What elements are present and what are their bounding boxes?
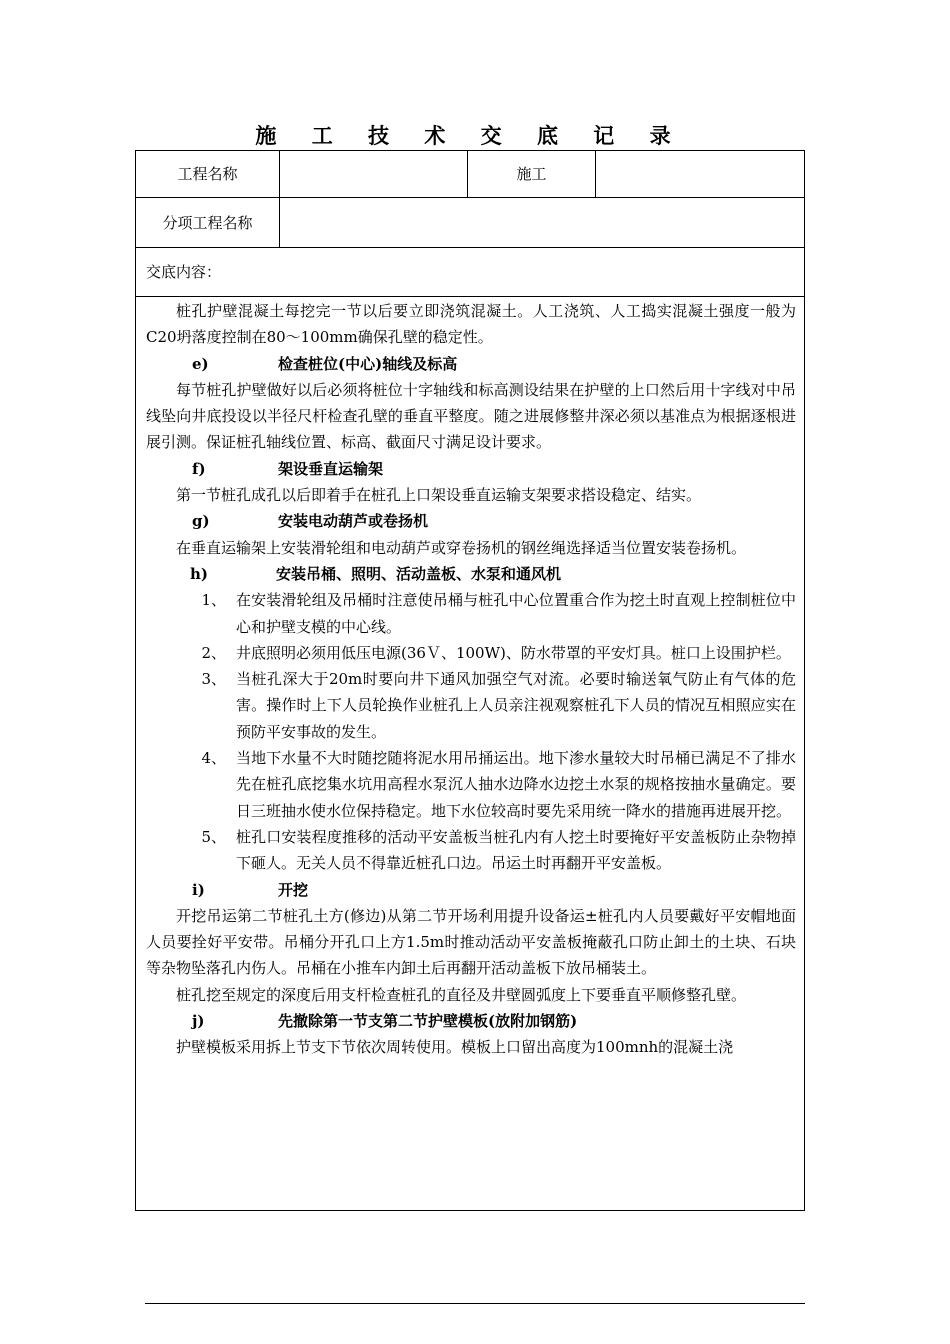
section-heading-j	[146, 1008, 796, 1034]
section-title: 开挖	[278, 880, 309, 899]
list-text: 当桩孔深大于20m时要向井下通风加强空气对流。必要时输送氧气防止有气体的危害。操作时上下人员轮换作业桩孔上人员亲注视观察桩孔下人员的情况互相照应实在预防平安事故的发生。	[236, 670, 796, 741]
list-item	[146, 587, 796, 640]
section-title: 安装吊桶、照明、活动盖板、水泵和通风机	[276, 564, 562, 583]
section-heading-h	[146, 561, 796, 587]
row-divider	[136, 296, 804, 297]
column-divider	[595, 151, 596, 197]
section-heading-e	[146, 351, 796, 377]
disclosure-content-label: 交底内容：	[146, 263, 222, 281]
paragraph: 每节桩孔护壁做好以后必须将桩位十字轴线和标高测设结果在护壁的上口然后用十字线对中吊线坠向井底投设以半径尺杆检查孔壁的垂直平整度。随之进展修整井深必须以基准点为根据逐根进展引测。保证桩孔轴线位置、标高、截面尺寸满足设计要求。	[146, 380, 796, 452]
section-title: 架设垂直运输架	[278, 459, 384, 478]
list-number: 3、	[201, 670, 226, 689]
section-title: 先撤除第一节支第二节护壁模板(放附加钢筋)	[278, 1012, 578, 1031]
row-divider	[136, 197, 804, 198]
list-item	[146, 666, 796, 745]
row-divider	[136, 247, 804, 248]
paragraph: 在垂直运输架上安装滑轮组和电动葫芦或穿卷扬机的钢丝绳选择适当位置安装卷扬机。	[176, 538, 747, 557]
list-number: 5、	[201, 827, 226, 846]
construction-label: 施工	[516, 165, 547, 183]
disclosure-content	[146, 298, 796, 1061]
section-letter: g)	[192, 512, 210, 531]
list-text: 在安装滑轮组及吊桶时注意使吊桶与桩孔中心位置重合作为挖土时直观上控制桩位中心和护壁支模的中心线。	[236, 591, 796, 636]
footer-rule	[145, 1303, 805, 1304]
column-divider	[279, 151, 280, 247]
sub-project-label: 分项工程名称	[162, 214, 253, 232]
disclosure-record-table	[135, 150, 805, 1211]
section-heading-g	[146, 508, 796, 534]
section-heading-i	[146, 877, 796, 903]
paragraph: 护壁模板采用拆上节支下节依次周转使用。模板上口留出高度为100mnh的混凝土浇	[176, 1038, 734, 1057]
section-letter: h)	[190, 564, 209, 583]
paragraph: 开挖吊运第二节桩孔土方(修边)从第二节开场利用提升设备运±桩孔内人员要戴好平安帽地面人员要拴好平安带。吊桶分开孔口上方1.5m时推动活动平安盖板掩蔽孔口防止卸土的土块、石块等杂物坠落孔内伤人。吊桶在小推车内卸土后再翻开活动盖板下放吊桶装土。	[146, 906, 796, 978]
section-letter: e)	[192, 354, 209, 373]
section-title: 检查桩位(中心)轴线及标高	[278, 354, 458, 373]
section-letter: i)	[192, 880, 205, 899]
paragraph: 第一节桩孔成孔以后即着手在桩孔上口架设垂直运输支架要求搭设稳定、结实。	[176, 486, 702, 505]
project-name-label: 工程名称	[177, 165, 238, 183]
paragraph: 桩孔挖至规定的深度后用支杆检查桩孔的直径及井壁圆弧度上下要垂直平顺修整孔壁。	[176, 985, 747, 1004]
section-heading-f	[146, 456, 796, 482]
list-item	[146, 824, 796, 877]
list-text: 当地下水量不大时随挖随将泥水用吊捅运出。地下渗水量较大时吊桶已满足不了排水先在桩孔底挖集水坑用高程水泵沉人抽水边降水边挖土水泵的规格按抽水量确定。要日三班抽水使水位保持稳定。地下水位较高时要先采用统一降水的措施再进展开挖。	[236, 749, 796, 820]
list-number: 4、	[201, 749, 226, 768]
list-text: 井底照明必须用低压电源(36Ｖ、100W)、防水带罩的平安灯具。桩口上设围护栏。	[236, 643, 791, 662]
paragraph: 桩孔护壁混凝土每挖完一节以后要立即浇筑混凝土。人工浇筑、人工捣实混凝土强度一般为C20坍落度控制在80～100mm确保孔壁的稳定性。	[146, 302, 796, 347]
list-number: 1、	[201, 591, 226, 610]
section-title: 安装电动葫芦或卷扬机	[278, 512, 429, 531]
section-letter: f)	[192, 459, 206, 478]
list-number: 2、	[201, 643, 226, 662]
section-letter: j)	[192, 1012, 205, 1031]
list-text: 桩孔口安装程度推移的活动平安盖板当桩孔内有人挖土时要掩好平安盖板防止杂物掉下砸人。无关人员不得靠近桩孔口边。吊运土时再翻开平安盖板。	[236, 827, 796, 873]
document-title: 施 工 技 术 交 底 记 录	[255, 123, 685, 148]
list-item	[146, 640, 796, 666]
list-item	[146, 745, 796, 824]
